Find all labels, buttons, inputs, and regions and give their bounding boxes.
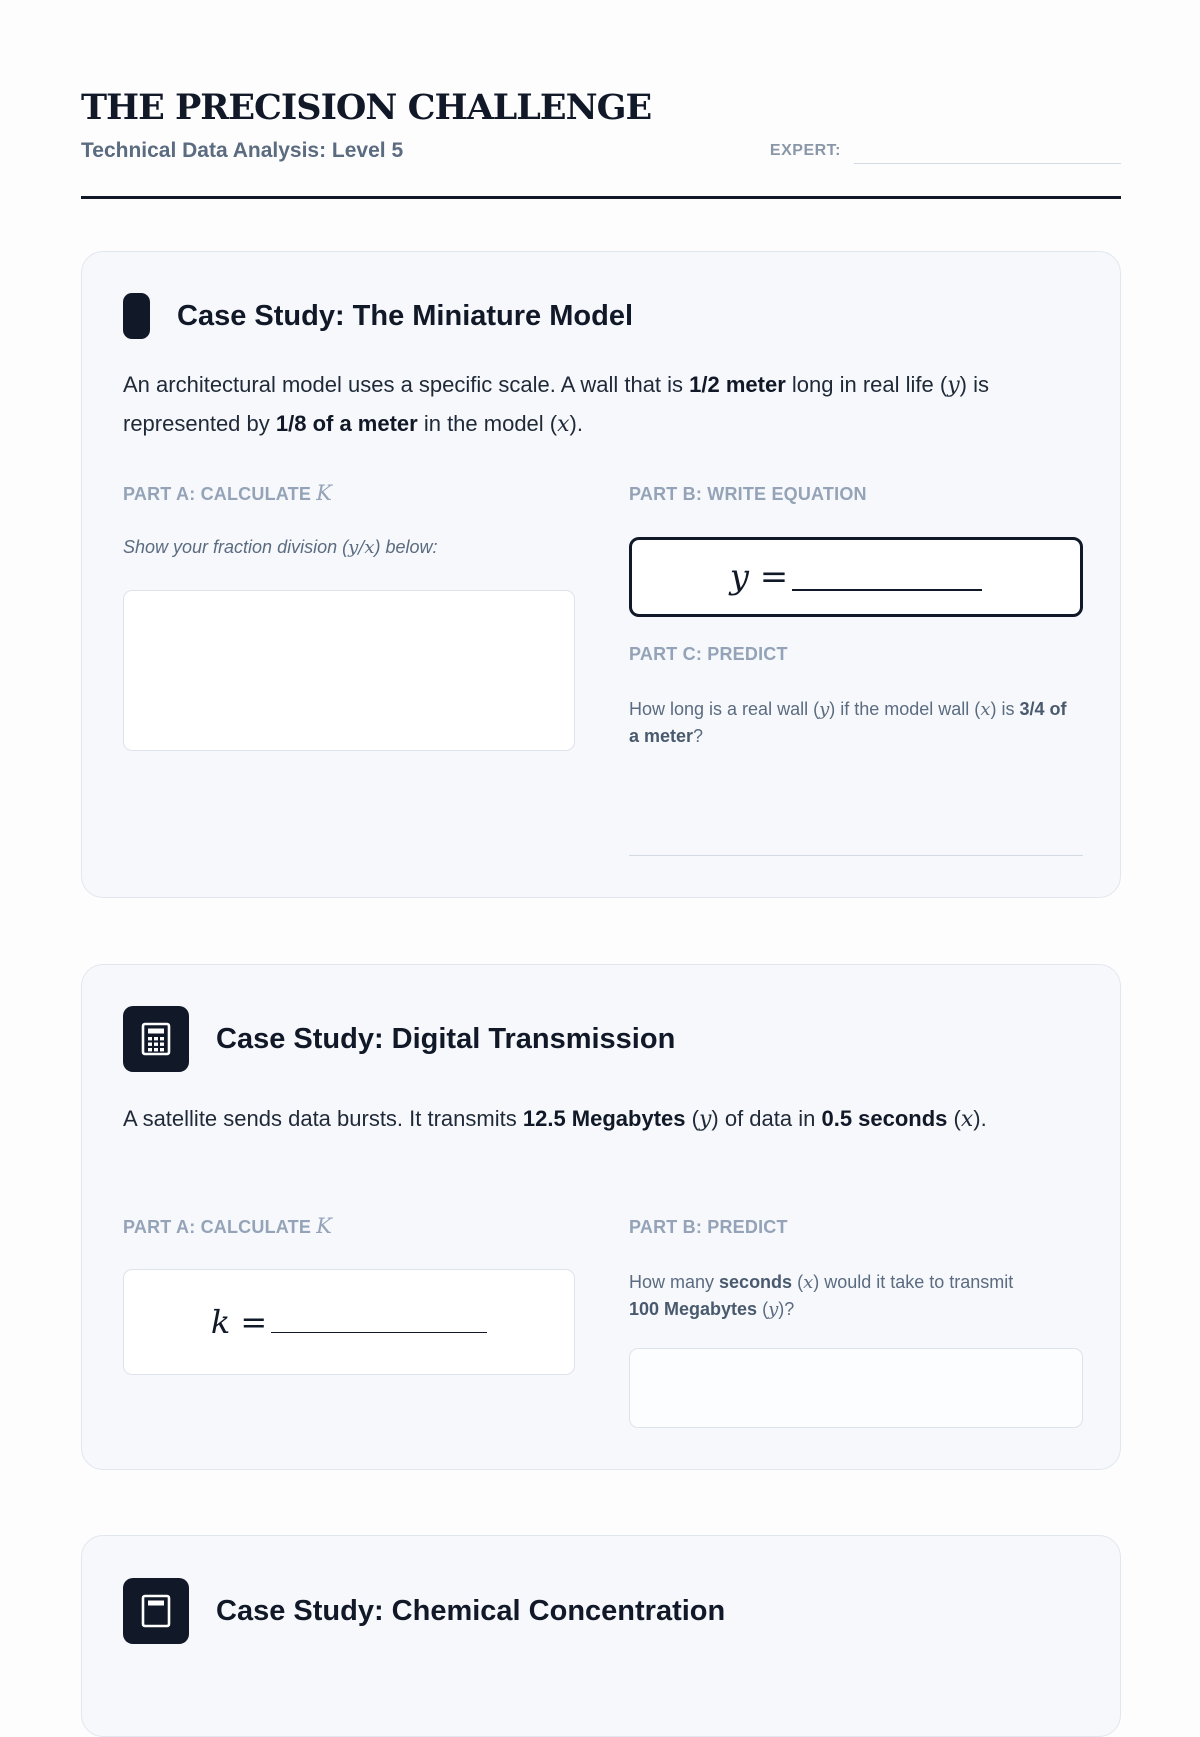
case-marker-icon bbox=[123, 293, 150, 339]
part-b-label: PART B: PREDICT bbox=[629, 1217, 788, 1237]
case-card-miniature-model bbox=[81, 251, 1121, 898]
case-card-digital-transmission bbox=[81, 964, 1121, 1470]
case-header bbox=[123, 1006, 675, 1072]
part-a-work-area[interactable] bbox=[123, 590, 575, 751]
part-b-question: How many seconds (x) would it take to transmit 100 Megabytes (y)? bbox=[629, 1272, 1014, 1320]
calculator-icon bbox=[123, 1578, 189, 1644]
part-a-hint: Show your fraction division (y/x) below: bbox=[123, 537, 438, 558]
header-divider bbox=[81, 196, 1121, 199]
case-title: Case Study: Chemical Concentration bbox=[216, 1594, 726, 1627]
part-c-answer-line[interactable] bbox=[629, 855, 1083, 856]
page-header bbox=[81, 0, 1121, 199]
part-b-answer-box[interactable] bbox=[629, 1348, 1083, 1428]
calculator-icon bbox=[123, 1006, 189, 1072]
equation-prompt: y = bbox=[730, 557, 983, 597]
expert-label: EXPERT: bbox=[769, 142, 841, 159]
case-header bbox=[123, 1578, 725, 1644]
page-title: THE PRECISION CHALLENGE bbox=[81, 87, 652, 128]
part-c-label: PART C: PREDICT bbox=[629, 644, 788, 664]
case-description: A satellite sends data bursts. It transmits 12.5 Megabytes (y) of data in 0.5 seconds (x). bbox=[123, 1106, 987, 1132]
expert-name-input[interactable] bbox=[854, 143, 1121, 164]
case-card-chemical-concentration bbox=[81, 1535, 1121, 1737]
case-description: An architectural model uses a specific scale. A wall that is 1/2 meter long in real life (y) is represented by 1/8 of a meter in the model (x). bbox=[123, 372, 989, 437]
subtitle-row bbox=[81, 136, 1121, 166]
worksheet-page bbox=[81, 0, 1121, 1627]
k-answer-box[interactable] bbox=[123, 1269, 575, 1375]
k-equation-prompt: k = bbox=[211, 1303, 487, 1341]
case-title: Case Study: Digital Transmission bbox=[216, 1022, 676, 1055]
expert-field bbox=[770, 136, 1121, 166]
page-subtitle: Technical Data Analysis: Level 5 bbox=[81, 139, 404, 162]
case-header bbox=[123, 293, 633, 339]
equation-answer-box[interactable] bbox=[629, 537, 1083, 617]
part-a-label: PART A: CALCULATE K bbox=[123, 1214, 333, 1238]
part-c-question: How long is a real wall (y) if the model wall (x) is 3/4 of a meter? bbox=[629, 699, 1067, 746]
case-title: Case Study: The Miniature Model bbox=[177, 299, 633, 332]
part-a-label: PART A: CALCULATE K bbox=[123, 481, 333, 505]
part-b-label: PART B: WRITE EQUATION bbox=[629, 484, 867, 504]
